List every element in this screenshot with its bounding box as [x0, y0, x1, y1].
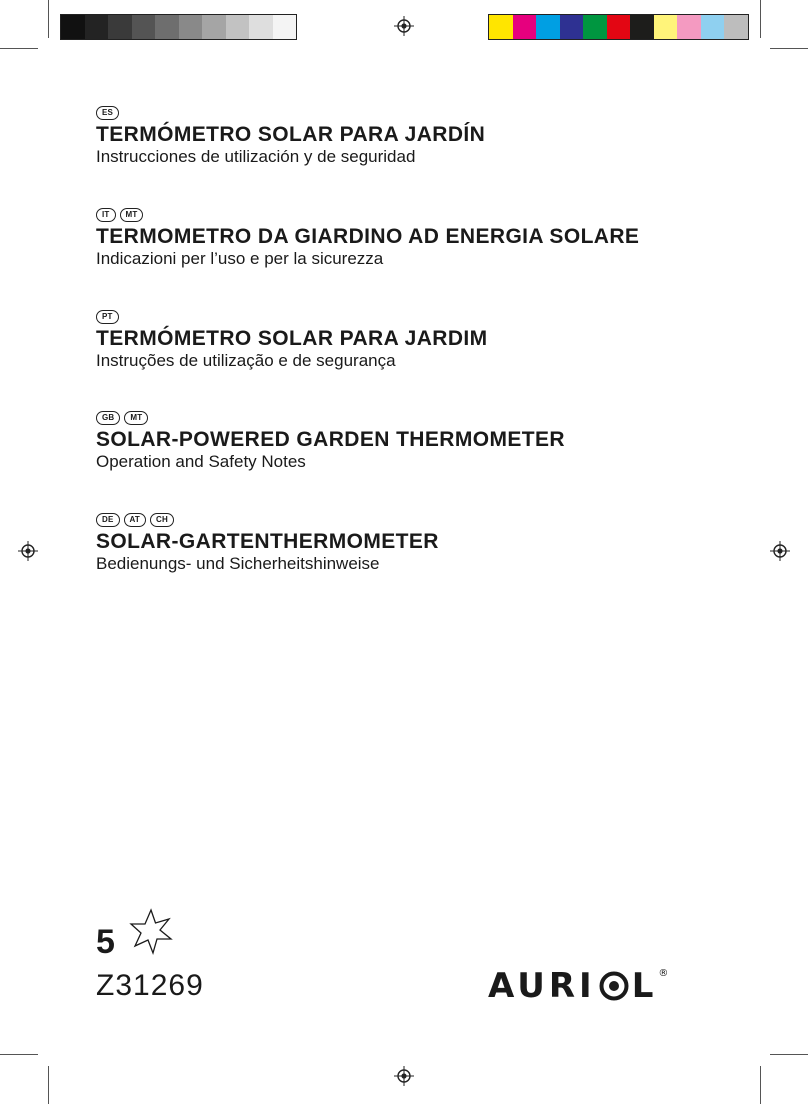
language-badge: PT — [96, 310, 119, 324]
product-title: TERMÓMETRO SOLAR PARA JARDIM — [96, 327, 488, 350]
language-badges — [96, 106, 485, 120]
brand-logo — [488, 966, 668, 1006]
registration-mark-icon — [770, 541, 790, 561]
crop-mark-bl-v — [48, 1066, 49, 1104]
color-swatch — [61, 15, 85, 39]
language-badge: CH — [150, 513, 174, 527]
registration-mark-icon — [394, 1066, 414, 1086]
language-badge: GB — [96, 411, 120, 425]
crop-mark-br-v — [760, 1066, 761, 1104]
color-swatch — [155, 15, 179, 39]
color-swatch — [513, 15, 537, 39]
color-swatch — [560, 15, 584, 39]
language-badge: ES — [96, 106, 119, 120]
language-badge: MT — [120, 208, 144, 222]
language-badge: DE — [96, 513, 120, 527]
language-badges — [96, 208, 639, 222]
color-swatch — [536, 15, 560, 39]
color-swatch — [226, 15, 250, 39]
process-color-bar — [488, 14, 749, 40]
section-es — [96, 106, 485, 167]
language-badges — [96, 310, 488, 324]
section-pt — [96, 310, 488, 371]
language-badge: IT — [96, 208, 116, 222]
crop-mark-br-h — [770, 1054, 808, 1055]
registered-mark: ® — [658, 968, 669, 979]
color-swatch — [489, 15, 513, 39]
crop-mark-tr-v — [760, 0, 761, 38]
product-subtitle: Operation and Safety Notes — [96, 452, 306, 471]
target-o-icon — [599, 971, 629, 1001]
product-subtitle: Instrucciones de utilización y de seguridad — [96, 147, 416, 166]
product-title: TERMÓMETRO SOLAR PARA JARDÍN — [96, 123, 486, 146]
language-badge: MT — [124, 411, 148, 425]
language-badges — [96, 513, 439, 527]
language-badges — [96, 411, 565, 425]
color-swatch — [701, 15, 725, 39]
section-de — [96, 513, 439, 574]
product-title: SOLAR-POWERED GARDEN THERMOMETER — [96, 428, 565, 451]
color-swatch — [583, 15, 607, 39]
section-gb — [96, 411, 565, 472]
model-code: Z31269 — [96, 969, 204, 1002]
color-swatch — [677, 15, 701, 39]
product-subtitle: Indicazioni per l’uso e per la sicurezza — [96, 249, 384, 268]
brand-logo-text: L — [631, 966, 658, 1006]
color-swatch — [108, 15, 132, 39]
color-swatch — [85, 15, 109, 39]
brand-logo-text: AURI — [488, 966, 596, 1006]
warranty-number: 5 — [96, 923, 115, 961]
registration-mark-icon — [394, 16, 414, 36]
color-swatch — [179, 15, 203, 39]
registration-mark-icon — [18, 541, 38, 561]
product-subtitle: Bedienungs- und Sicherheitshinweise — [96, 554, 380, 573]
crop-mark-tl-v — [48, 0, 49, 38]
crop-mark-tl-h — [0, 48, 38, 49]
star-icon — [127, 908, 175, 956]
crop-mark-tr-h — [770, 48, 808, 49]
product-subtitle: Instruções de utilização e de segurança — [96, 351, 396, 370]
color-swatch — [724, 15, 748, 39]
color-swatch — [607, 15, 631, 39]
color-swatch — [132, 15, 156, 39]
product-title: SOLAR-GARTENTHERMOMETER — [96, 530, 439, 553]
product-title: TERMOMETRO DA GIARDINO AD ENERGIA SOLARE — [96, 225, 640, 248]
crop-mark-bl-h — [0, 1054, 38, 1055]
color-swatch — [273, 15, 297, 39]
grayscale-color-bar — [60, 14, 297, 40]
language-badge: AT — [124, 513, 146, 527]
color-swatch — [202, 15, 226, 39]
color-swatch — [630, 15, 654, 39]
section-it — [96, 208, 639, 269]
color-swatch — [249, 15, 273, 39]
color-swatch — [654, 15, 678, 39]
